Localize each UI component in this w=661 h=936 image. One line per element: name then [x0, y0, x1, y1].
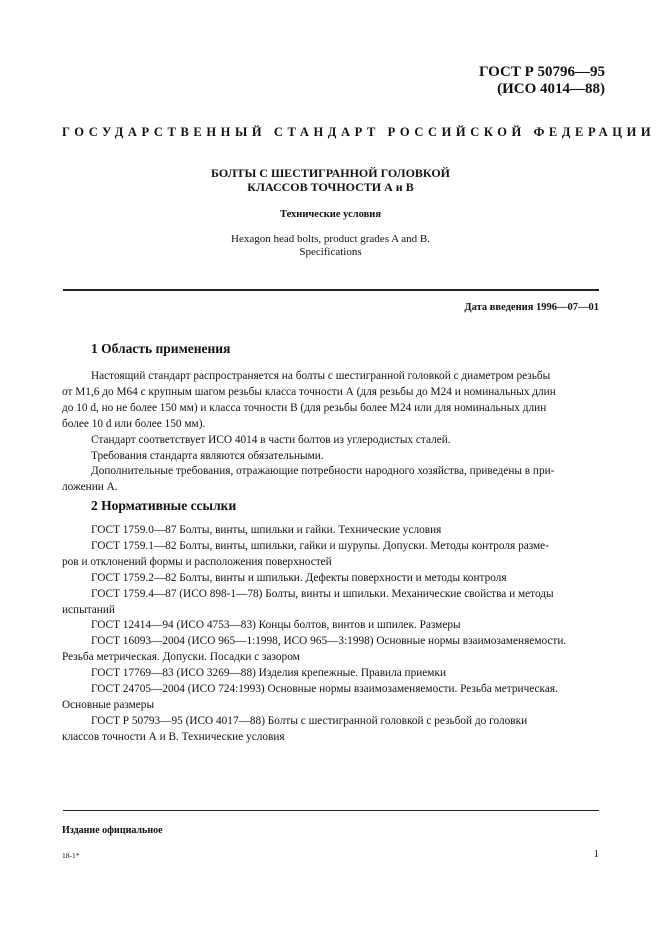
- section-1-heading: 1 Область применения: [91, 341, 231, 356]
- paragraph-line: от М1,6 до М64 с крупным шагом резьбы класса точности А (для резьбы до М24 и номинальных длин: [62, 385, 556, 398]
- edition-label: Издание официальное: [62, 825, 163, 836]
- reference-line: ГОСТ 1759.4—87 (ИСО 898-1—78) Болты, винты и шпильки. Механические свойства и методы: [91, 587, 554, 600]
- reference-line: ГОСТ 24705—2004 (ИСО 724:1993) Основные нормы взаимозаменяемости. Резьба метрическая.: [91, 683, 558, 696]
- top-divider: [63, 289, 599, 291]
- reference-line: ГОСТ 16093—2004 (ИСО 965—1:1998, ИСО 965—3:1998) Основные нормы взаимозаменяемости.: [91, 635, 567, 648]
- paragraph-line: до 10 d, но не более 150 мм) и класса точности В (для резьбы более М24 или для номинальных длин: [62, 401, 547, 414]
- document-subtitle: Технические условия: [279, 209, 382, 220]
- paragraph-line: Настоящий стандарт распространяется на болты с шестигранной головкой с диаметром резьбы: [91, 370, 551, 382]
- english-title: [0, 233, 661, 259]
- reference-line: Резьба метрическая. Допуски. Посадки с зазором: [62, 651, 300, 664]
- reference-line: ГОСТ 1759.2—82 Болты, винты и шпильки. Дефекты поверхности и методы контроля: [91, 571, 507, 584]
- paragraph-line: более 10 d или более 150 мм).: [62, 417, 206, 430]
- paragraph-line: Дополнительные требования, отражающие потребности народного хозяйства, приведены в при-: [91, 465, 555, 478]
- english-title-line-2: Specifications: [299, 246, 362, 258]
- paragraph-line: ложении А.: [62, 481, 118, 494]
- reference-line: ГОСТ 12414—94 (ИСО 4753—83) Концы болтов, винтов и шпилек. Размеры: [91, 619, 461, 632]
- reference-line: ров и отклонений формы и расположения поверхностей: [62, 555, 332, 568]
- bottom-divider: [63, 810, 599, 811]
- section-2-heading: 2 Нормативные ссылки: [91, 498, 237, 513]
- reference-line: испытаний: [62, 603, 115, 616]
- reference-line: Основные размеры: [62, 698, 155, 711]
- introduction-date: Дата введения 1996—07—01: [464, 302, 599, 313]
- iso-number: (ИСО 4014—88): [497, 81, 605, 97]
- section-1-body: [62, 369, 599, 496]
- federation-banner: ГОСУДАРСТВЕННЫЙ СТАНДАРТ РОССИЙСКОЙ ФЕДЕРАЦИИ: [62, 125, 656, 139]
- reference-line: ГОСТ Р 50793—95 (ИСО 4017—88) Болты с шестигранной головкой с резьбой до головки: [91, 714, 528, 727]
- reference-line: ГОСТ 17769—83 (ИСО 3269—88) Изделия крепежные. Правила приемки: [91, 667, 446, 680]
- reference-line: классов точности А и В. Технические условия: [62, 730, 285, 743]
- title-line-1: БОЛТЫ С ШЕСТИГРАННОЙ ГОЛОВКОЙ: [210, 166, 451, 180]
- section-2-references: [62, 523, 599, 746]
- reference-line: ГОСТ 1759.1—82 Болты, винты, шпильки, гайки и шурупы. Допуски. Методы контроля разме-: [91, 539, 549, 552]
- document-title: [0, 166, 661, 194]
- reference-line: ГОСТ 1759.0—87 Болты, винты, шпильки и гайки. Технические условия: [91, 524, 442, 536]
- page-number: 1: [593, 848, 599, 860]
- standard-number: ГОСТ Р 50796—95: [478, 64, 605, 80]
- paragraph-line: Стандарт соответствует ИСО 4014 в части болтов из углеродистых сталей.: [91, 433, 451, 446]
- english-title-line-1: Hexagon head bolts, product grades A and B.: [231, 233, 430, 245]
- standard-number-block: [479, 64, 605, 98]
- print-code: 18-1*: [62, 851, 80, 860]
- paragraph-line: Требования стандарта являются обязательными.: [91, 449, 324, 462]
- title-line-2: КЛАССОВ ТОЧНОСТИ А и В: [247, 180, 414, 194]
